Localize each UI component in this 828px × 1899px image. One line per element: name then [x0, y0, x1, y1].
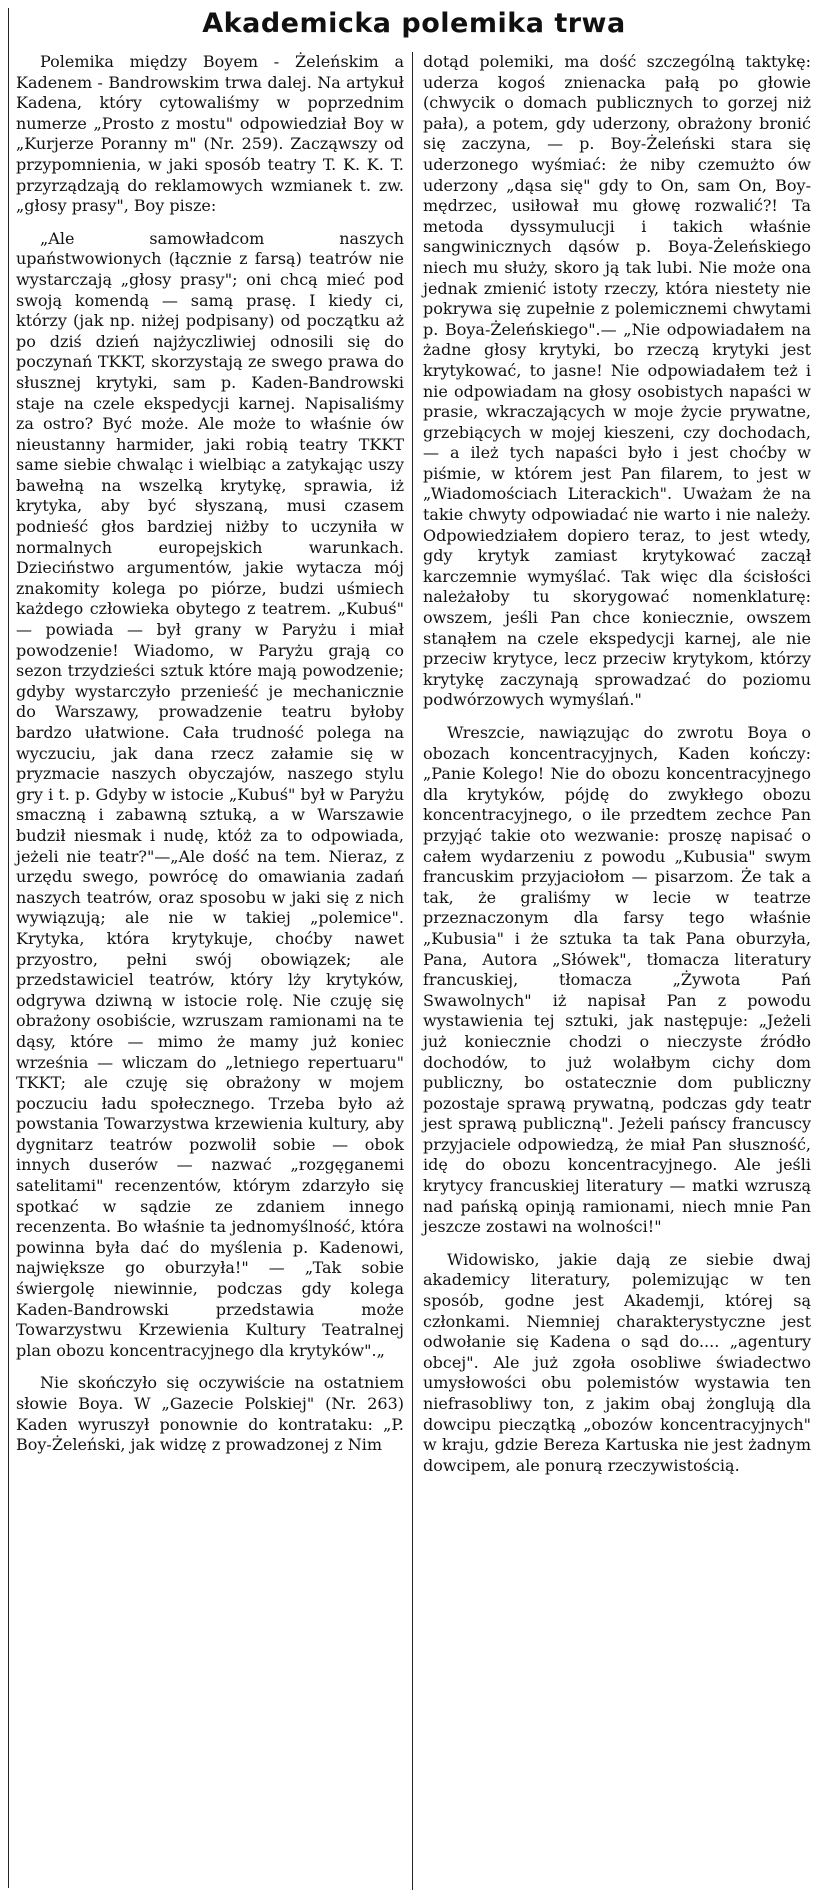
paragraph-kaden-reply-start: Nie skończyło się oczywiście na ostatniem słowie Boya. W „Gazecie Polskiej" (Nr. 263) Kaden wyruszył ponownie do kontrataku: „P. Boy-Żeleński, jak widzę z prowadzonej z Nim: [16, 1373, 404, 1455]
left-column: [16, 52, 404, 1456]
article-headline: Akademicka polemika trwa: [202, 8, 626, 39]
paragraph-intro: Polemika między Boyem - Żeleńskim a Kadenem - Bandrowskim trwa dalej. Na artykuł Kadena, który cytowaliśmy w poprzednim numerze „Prosto z mostu" odpowiedział Boy w „Kurjerze Poranny m" (Nr. 259). Zacząwszy od przypomnienia, w jaki sposób teatry T. K. K. T. przyrządzają do reklamowych wzmianek t. zw. „głosy prasy", Boy pisze:: [16, 52, 404, 216]
paragraph-kaden-reply-cont: dotąd polemiki, ma dość szczególną taktykę: uderza kogoś znienacka pałą po głowie (chwycik o domach publicznych to gorzej niż pała), a potem, gdy uderzony, obrażony bronić się zaczyna, — p. Boy-Żeleński stara się uderzonego wyśmiać: że niby czemużto ów uderzony „dąsa się" gdy to On, sam On, Boy-mędrzec, usiłował mu głowę rozwalić?! Ta metoda dyssymulucji i takich właśnie sangwinicznych dąsów p. Boya-Żeleńskiego niech mu służy, skoro ją tak lubi. Nie może ona jednak zmienić istoty rzeczy, która niestety nie pokrywa się zupełnie z polemicznemi chwytami p. Boya-Żeleńskiego".— „Nie odpowiadałem na żadne głosy krytyki, bo rzeczą krytyki jest krytykować, to jasne! Nie odpowiadałem też i nie odpowiadam na głosy osobistych napaści w prasie, wkraczających w moje życie prywatne, grzebiących w mojej kieszeni, czy dochodach, — a ileż tych napaści było i jest choćby w piśmie, w którem jest Pan filarem, to jest w „Wiadomościach Literackich". Uważam że na takie chwyty odpowiadać nie warto i nie należy. Odpowiedziałem dopiero teraz, to jest wtedy, gdy krytyk zamiast krytykować zaczął karczemnie wymyślać. Tak więc dla ścisłości należałoby tu skorygować nomenklaturę: owszem, jeśli Pan chce koniecznie, owszem stanąłem na czele ekspedycji karnej, ale nie przeciw krytyce, lecz przeciw krytykom, którzy krytykę zaczynają sprowadzać do poziomu podwórzowych wymyślań.": [423, 52, 811, 710]
paragraph-kaden-conclusion: Wreszcie, nawiązując do zwrotu Boya o obozach koncentracyjnych, Kaden kończy: „Panie Kolego! Nie do obozu koncentracyjnego dla krytyków, pójdę do zwykłego obozu koncentracyjnego, o ile przedtem zechce Pan przyjąć takie oto wezwanie: proszę napisać o całem wydarzeniu z powodu „Kubusia" swym francuskim przyjaciołom — pisarzom. Że tak a tak, że graliśmy w lecie w teatrze przeznaczonym dla farsy tego właśnie „Kubusia" i że sztuka ta tak Pana oburzyła, Pana, Autora „Słówek", tłomacza literatury francuskiej, tłomacza „Żywota Pań Swawolnych" iż napisał Pan z powodu wystawienia tej sztuki, jak następuje: „Jeżeli już koniecznie chodzi o nieczyste źródło dochodów, to już wolałbym cichy dom publiczny, bo ostatecznie dom publiczny pozostaje sprawą prywatną, podczas gdy teatr jest sprawą publiczną". Jeżeli pańscy francuscy przyjaciele odpowiedzą, że miał Pan słuszność, idę do obozu koncentracyjnego. Ale jeśli krytycy francuskiej literatury — matki wzruszą nad pańską opinją ramionami, niech mnie Pan jeszcze zostawi na wolności!": [423, 723, 811, 1237]
left-border-rule: [8, 8, 9, 1888]
paragraph-editorial-comment: Widowisko, jakie dają ze siebie dwaj akademicy literatury, polemizując w ten sposób, godne jest Akademji, której są członkami. Niemniej charakterystyczne jest odwołanie się Kadena o sąd do.... „agentury obcej". Ale już zgoła osobliwe świadectwo umysłowości obu polemistów wystawia ten niefrasobliwy ton, z jakim obaj żonglują dla dowcipu pieczątką „obozów koncentracyjnych" w kraju, gdzie Bereza Kartuska nie jest żadnym dowcipem, ale ponurą rzeczywistością.: [423, 1249, 811, 1475]
right-column: [423, 52, 811, 1476]
paragraph-boy-quote: „Ale samowładcom naszych upaństwowionych (łącznie z farsą) teatrów nie wystarczają „głosy prasy"; oni chcą mieć pod swoją komendą — samą prasę. I kiedy ci, którzy (jak np. niżej podpisany) od początku aż po dziś dzień najżyczliwiej odnosili się do poczynań TKKT, skorzystają ze swego prawa do słusznej krytyki, sam p. Kaden-Bandrowski staje na czele ekspedycji karnej. Napisaliśmy za ostro? Być może. Ale może to właśnie ów nieustanny harmider, jaki robią teatry TKKT same siebie chwaląc i wielbiąc a zatykając uszy bawełną na wszelką krytykę, sprawia, iż krytyka, aby być słyszaną, musi czasem podnieść głos bardziej niżby to uczyniła w normalnych europejskich warunkach. Dzieciństwo argumentów, jakie wytacza mój znakomity kolega po piórze, budzi uśmiech każdego człowieka obytego z teatrem. „Kubuś" — powiada — był grany w Paryżu i miał powodzenie! Wiadomo, w Paryżu grają co sezon trzydzieści sztuk które mają powodzenie; gdyby wystarczyło przenieść je mechanicznie do Warszawy, prowadzenie teatru byłoby bardzo ułatwione. Cała trudność polega na wyczuciu, jak dana rzecz załamie się w pryzmacie naszych obyczajów, naszego stylu gry i t. p. Gdyby w istocie „Kubuś" był w Paryżu smaczną i zabawną sztuką, a w Warszawie budził niesmak i nudę, któż za to odpowiada, jeżeli nie teatr?"—„Ale dość na tem. Nieraz, z urzędu swego, powrócę do omawiania zadań naszych teatrów, oraz sposobu w jaki się z nich wywiązują; ale nie w takiej „polemice". Krytyka, która krytykuje, choćby nawet przyostro, pełni swój obowiązek; ale przedstawiciel teatrów, który lży krytyków, odgrywa dziwną w istocie rolę. Nie czuję się obrażony osobiście, wzruszam ramionami na te dąsy, które — mimo że mamy już koniec września — wliczam do „letniego repertuaru" TKKT; ale czuję się obrażony w mojem poczuciu ładu społecznego. Trzeba było aż powstania Towarzystwa krzewienia kultury, aby dygnitarz teatrów pozwolił sobie — obok innych duserów — nazwać „rozgęganemi satelitami" recenzentów, którym zdarzyło się spotkać w sądzie ze zdaniem innego recenzenta. Bo właśnie ta jednomyślność, która powinna była dać do myślenia p. Kadenowi, największe go oburzyła!" — „Tak sobie świergolę niewinnie, podczas gdy kolega Kaden-Bandrowski przedstawia może Towarzystwu Krzewienia Kultury Teatralnej plan obozu koncentracyjnego dla krytyków".„: [16, 228, 404, 1360]
column-divider-rule: [412, 52, 413, 1890]
